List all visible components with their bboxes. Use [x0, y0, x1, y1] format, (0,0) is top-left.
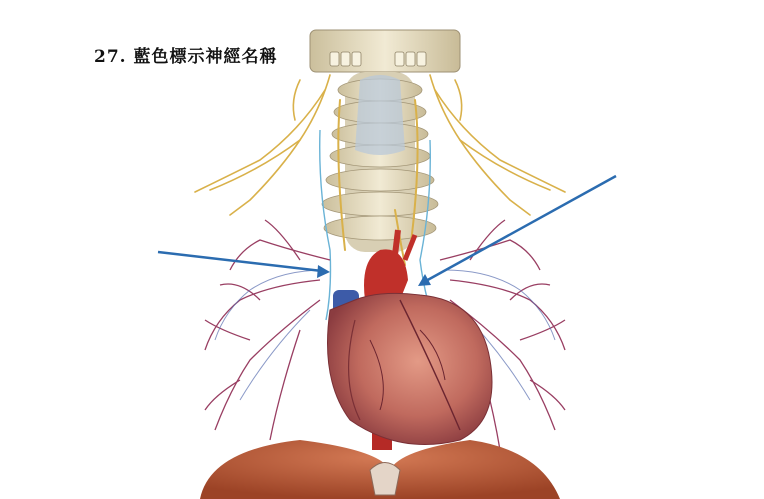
skull-base — [310, 30, 460, 72]
pointer-arrow-left — [158, 252, 330, 278]
larynx — [355, 75, 405, 155]
heart — [328, 293, 493, 444]
question-title: 27. 藍色標示神經名稱 — [94, 47, 278, 67]
pointer-arrow-right — [418, 176, 616, 286]
